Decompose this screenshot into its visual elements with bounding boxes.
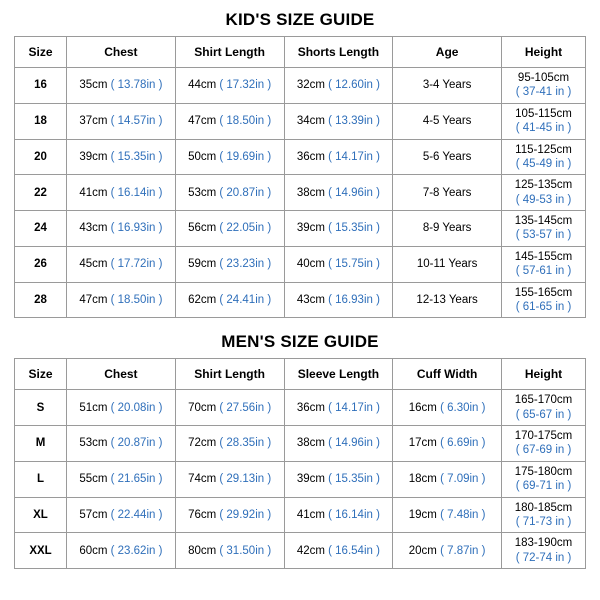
value-cm: 20cm [408, 544, 437, 557]
cell-chest [67, 139, 176, 175]
value-inch: ( 7.09in ) [440, 473, 486, 486]
value-inch: ( 15.35in ) [110, 150, 163, 163]
column-header-shirt-length: Shirt Length [175, 359, 284, 390]
column-header-age: Age [393, 37, 502, 68]
value-cm: 56cm [188, 222, 217, 235]
column-header-size: Size [15, 37, 67, 68]
cell-shirt-length [175, 68, 284, 104]
cell-chest [67, 68, 176, 104]
value-inch: ( 22.05in ) [219, 222, 272, 235]
cell-age: 8-9 Years [393, 211, 502, 247]
value-inch: ( 28.35in ) [219, 437, 272, 450]
cell-shorts-length [284, 139, 393, 175]
value-cm: 59cm [188, 258, 217, 271]
table-row [15, 497, 586, 533]
value-inch: ( 65-67 in ) [515, 408, 572, 421]
cell-chest [67, 426, 176, 462]
value-inch: ( 72-74 in ) [515, 551, 572, 564]
value-cm: 53cm [188, 186, 217, 199]
column-header-cuff-width: Cuff Width [393, 359, 502, 390]
value-inch: ( 12.60in ) [328, 79, 380, 92]
cell-cuff-width [393, 497, 502, 533]
section-spacer [14, 318, 586, 328]
value-cm: 60cm [79, 544, 108, 557]
cell-sleeve-length [284, 426, 393, 462]
cell-shirt-length [175, 175, 284, 211]
value-cm: 145-155cm [514, 250, 573, 263]
value-cm: 41cm [79, 186, 108, 199]
cell-size: XXL [15, 533, 67, 569]
value-cm: 43cm [296, 293, 325, 306]
cell-shorts-length [284, 68, 393, 104]
value-cm: 80cm [188, 544, 217, 557]
kids-size-table [14, 36, 586, 318]
cell-shirt-length [175, 461, 284, 497]
value-inch: ( 13.78in ) [110, 79, 163, 92]
value-inch: ( 18.50in ) [219, 115, 272, 128]
cell-height [502, 533, 586, 569]
value-cm: 38cm [296, 186, 325, 199]
column-header-chest: Chest [67, 37, 176, 68]
value-cm: 35cm [79, 79, 108, 92]
cell-shorts-length [284, 246, 393, 282]
value-inch: ( 16.54in ) [328, 544, 380, 557]
value-inch: ( 29.13in ) [219, 473, 272, 486]
cell-cuff-width [393, 461, 502, 497]
cell-height [502, 68, 586, 104]
column-header-shirt-length: Shirt Length [175, 37, 284, 68]
value-cm: 41cm [296, 508, 325, 521]
cell-cuff-width [393, 533, 502, 569]
value-inch: ( 49-53 in ) [515, 193, 572, 206]
cell-chest [67, 461, 176, 497]
value-inch: ( 14.96in ) [328, 437, 380, 450]
cell-shirt-length [175, 211, 284, 247]
cell-size: L [15, 461, 67, 497]
value-inch: ( 13.39in ) [328, 115, 380, 128]
cell-size: 26 [15, 246, 67, 282]
value-inch: ( 67-69 in ) [515, 444, 572, 457]
table-row [15, 211, 586, 247]
cell-shorts-length [284, 175, 393, 211]
cell-size: 20 [15, 139, 67, 175]
value-inch: ( 20.08in ) [110, 401, 163, 414]
value-inch: ( 15.75in ) [328, 258, 380, 271]
column-header-size: Size [15, 359, 67, 390]
value-cm: 44cm [188, 79, 217, 92]
value-inch: ( 71-73 in ) [515, 515, 572, 528]
cell-chest [67, 246, 176, 282]
value-cm: 175-180cm [514, 465, 573, 478]
value-cm: 135-145cm [514, 215, 573, 227]
value-inch: ( 23.62in ) [110, 544, 163, 557]
table-row [15, 282, 586, 318]
value-inch: ( 69-71 in ) [515, 480, 572, 493]
value-cm: 43cm [79, 222, 108, 235]
value-cm: 47cm [79, 293, 108, 306]
column-header-chest: Chest [67, 359, 176, 390]
cell-age: 7-8 Years [393, 175, 502, 211]
cell-chest [67, 282, 176, 318]
cell-shirt-length [175, 246, 284, 282]
value-inch: ( 20.87in ) [219, 186, 272, 199]
cell-size: 22 [15, 175, 67, 211]
value-inch: ( 53-57 in ) [515, 229, 572, 242]
value-cm: 32cm [296, 79, 325, 92]
value-cm: 36cm [296, 401, 325, 414]
value-inch: ( 20.87in ) [110, 437, 163, 450]
cell-sleeve-length [284, 390, 393, 426]
value-cm: 16cm [408, 401, 437, 414]
cell-shorts-length [284, 103, 393, 139]
value-cm: 39cm [296, 473, 325, 486]
value-cm: 42cm [296, 544, 325, 557]
value-cm: 50cm [188, 150, 217, 163]
cell-cuff-width [393, 390, 502, 426]
table-row [15, 139, 586, 175]
value-inch: ( 24.41in ) [219, 293, 272, 306]
cell-height [502, 246, 586, 282]
value-inch: ( 41-45 in ) [515, 122, 572, 135]
table-header-row [15, 37, 586, 68]
value-cm: 155-165cm [514, 286, 573, 299]
cell-height [502, 211, 586, 247]
cell-shirt-length [175, 426, 284, 462]
value-inch: ( 27.56in ) [219, 401, 272, 414]
value-cm: 72cm [188, 437, 217, 450]
column-header-sleeve-length: Sleeve Length [284, 359, 393, 390]
value-inch: ( 19.69in ) [219, 150, 272, 163]
value-cm: 36cm [296, 150, 325, 163]
kids-size-guide-title: KID'S SIZE GUIDE [225, 10, 375, 29]
table-row [15, 461, 586, 497]
table-row [15, 390, 586, 426]
cell-sleeve-length [284, 461, 393, 497]
value-inch: ( 18.50in ) [110, 293, 163, 306]
table-row [15, 68, 586, 104]
value-cm: 165-170cm [514, 394, 573, 407]
value-inch: ( 15.35in ) [328, 222, 380, 235]
value-cm: 57cm [79, 508, 108, 521]
value-inch: ( 15.35in ) [328, 473, 380, 486]
value-cm: 62cm [188, 293, 217, 306]
value-cm: 40cm [296, 258, 325, 271]
cell-chest [67, 103, 176, 139]
value-cm: 55cm [79, 473, 108, 486]
cell-age: 5-6 Years [393, 139, 502, 175]
value-cm: 183-190cm [514, 537, 573, 550]
cell-size: XL [15, 497, 67, 533]
value-cm: 170-175cm [514, 430, 573, 442]
table-row [15, 426, 586, 462]
cell-shorts-length [284, 282, 393, 318]
cell-age: 4-5 Years [393, 103, 502, 139]
column-header-height: Height [502, 37, 586, 68]
cell-shirt-length [175, 497, 284, 533]
cell-chest [67, 211, 176, 247]
cell-cuff-width [393, 426, 502, 462]
cell-sleeve-length [284, 533, 393, 569]
cell-shirt-length [175, 139, 284, 175]
cell-shirt-length [175, 103, 284, 139]
cell-size: S [15, 390, 67, 426]
mens-size-table [14, 358, 586, 569]
value-cm: 34cm [296, 115, 325, 128]
value-inch: ( 29.92in ) [219, 508, 272, 521]
value-inch: ( 7.87in ) [440, 544, 486, 557]
cell-shirt-length [175, 390, 284, 426]
column-header-height: Height [502, 359, 586, 390]
value-inch: ( 14.57in ) [110, 115, 163, 128]
table-row [15, 175, 586, 211]
cell-age: 12-13 Years [393, 282, 502, 318]
cell-shirt-length [175, 533, 284, 569]
cell-height [502, 461, 586, 497]
value-inch: ( 23.23in ) [219, 258, 272, 271]
value-cm: 70cm [188, 401, 217, 414]
value-cm: 17cm [408, 437, 437, 450]
value-cm: 180-185cm [514, 501, 573, 514]
table-header-row [15, 359, 586, 390]
value-cm: 76cm [188, 508, 217, 521]
value-inch: ( 14.17in ) [328, 401, 380, 414]
cell-height [502, 139, 586, 175]
cell-size: M [15, 426, 67, 462]
value-cm: 51cm [79, 401, 108, 414]
cell-size: 18 [15, 103, 67, 139]
value-inch: ( 31.50in ) [219, 544, 272, 557]
value-cm: 53cm [79, 437, 108, 450]
value-inch: ( 14.17in ) [328, 150, 380, 163]
value-inch: ( 6.69in ) [440, 437, 486, 450]
value-inch: ( 7.48in ) [440, 508, 486, 521]
cell-shirt-length [175, 282, 284, 318]
value-inch: ( 17.32in ) [219, 79, 272, 92]
mens-size-guide-title: MEN'S SIZE GUIDE [221, 332, 379, 352]
cell-age: 10-11 Years [393, 246, 502, 282]
cell-size: 16 [15, 68, 67, 104]
value-cm: 125-135cm [514, 179, 573, 192]
value-cm: 115-125cm [515, 143, 572, 156]
value-inch: ( 6.30in ) [440, 401, 486, 414]
cell-chest [67, 533, 176, 569]
value-inch: ( 16.14in ) [328, 508, 380, 521]
value-cm: 47cm [188, 115, 217, 128]
value-cm: 37cm [79, 115, 108, 128]
value-inch: ( 16.93in ) [328, 293, 380, 306]
value-cm: 19cm [408, 508, 437, 521]
cell-chest [67, 175, 176, 211]
value-inch: ( 16.14in ) [110, 186, 163, 199]
table-row [15, 103, 586, 139]
cell-height [502, 497, 586, 533]
value-inch: ( 14.96in ) [328, 186, 380, 199]
cell-height [502, 426, 586, 462]
value-inch: ( 22.44in ) [110, 508, 163, 521]
cell-sleeve-length [284, 497, 393, 533]
cell-shorts-length [284, 211, 393, 247]
cell-chest [67, 390, 176, 426]
cell-size: 28 [15, 282, 67, 318]
cell-height [502, 175, 586, 211]
value-cm: 45cm [79, 258, 108, 271]
value-cm: 74cm [188, 473, 217, 486]
column-header-shorts-length: Shorts Length [284, 37, 393, 68]
value-inch: ( 21.65in ) [110, 473, 163, 486]
value-cm: 38cm [296, 437, 325, 450]
value-inch: ( 17.72in ) [110, 258, 163, 271]
value-cm: 39cm [296, 222, 325, 235]
cell-height [502, 390, 586, 426]
cell-height [502, 282, 586, 318]
cell-size: 24 [15, 211, 67, 247]
value-inch: ( 45-49 in ) [515, 157, 572, 170]
cell-age: 3-4 Years [393, 68, 502, 104]
cell-height [502, 103, 586, 139]
value-cm: 95-105cm [517, 72, 570, 84]
value-inch: ( 37-41 in ) [515, 86, 572, 99]
value-cm: 105-115cm [515, 107, 572, 120]
table-row [15, 246, 586, 282]
value-inch: ( 61-65 in ) [515, 300, 572, 313]
table-row [15, 533, 586, 569]
value-inch: ( 16.93in ) [110, 222, 163, 235]
value-cm: 18cm [408, 473, 437, 486]
cell-chest [67, 497, 176, 533]
value-inch: ( 57-61 in ) [515, 265, 572, 278]
value-cm: 39cm [79, 150, 108, 163]
